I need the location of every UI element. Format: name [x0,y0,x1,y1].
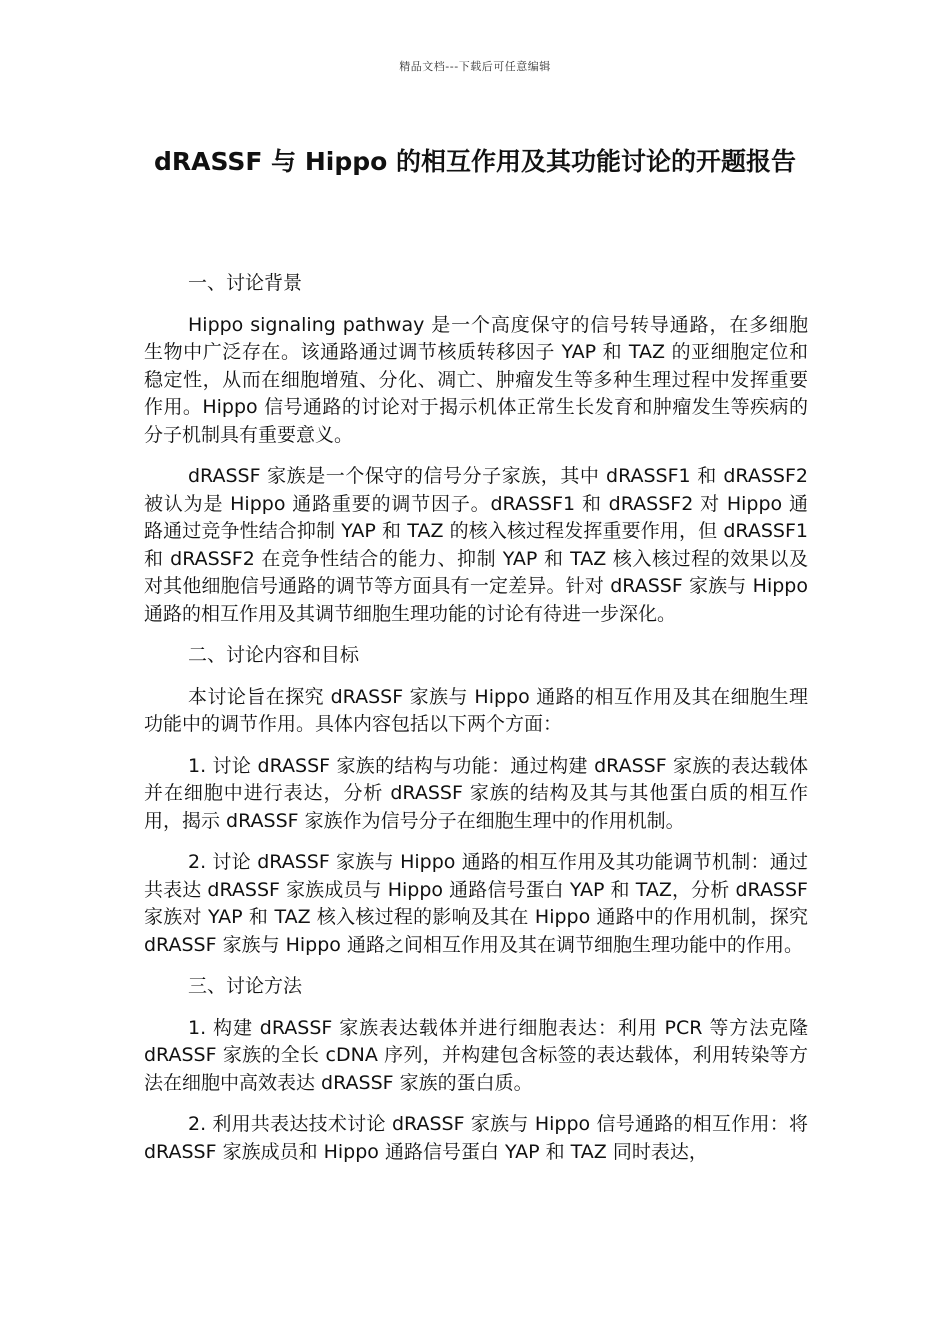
paragraph: 本讨论旨在探究 dRASSF 家族与 Hippo 通路的相互作用及其在细胞生理功能中的调节作用。具体内容包括以下两个方面： [144,685,808,735]
paragraph: 1. 构建 dRASSF 家族表达载体并进行细胞表达：利用 PCR 等方法克隆 dRASSF 家族的全长 cDNA 序列，并构建包含标签的表达载体，利用转染等方法在细胞中高效表达 dRASSF 家族的蛋白质。 [144,1016,808,1094]
section-heading-background: 一、讨论背景 [188,272,303,294]
section-heading-methods: 三、讨论方法 [188,975,303,997]
paragraph: dRASSF 家族是一个保守的信号分子家族，其中 dRASSF1 和 dRASSF2 被认为是 Hippo 通路重要的调节因子。dRASSF1 和 dRASSF2 对 Hippo 通路通过竞争性结合抑制 YAP 和 TAZ 的核入核过程发挥重要作用，但 dRASSF1 和 dRASSF2 在竞争性结合的能力、抑制 YAP 和 TAZ 核入核过程的效果以及对其他细胞信号通路的调节等方面具有一定差异。针对 dRASSF 家族与 Hippo 通路的相互作用及其调节细胞生理功能的讨论有待进一步深化。 [144,465,808,625]
section-heading-content-goals: 二、讨论内容和目标 [188,644,360,666]
paragraph: 2. 讨论 dRASSF 家族与 Hippo 通路的相互作用及其功能调节机制：通过共表达 dRASSF 家族成员与 Hippo 通路信号蛋白 YAP 和 TAZ，分析 dRASSF 家族对 YAP 和 TAZ 核入核过程的影响及其在 Hippo 通路中的作用机制，探究 dRASSF 家族与 Hippo 通路之间相互作用及其在调节细胞生理功能中的作用。 [144,851,808,956]
document-title: dRASSF 与 Hippo 的相互作用及其功能讨论的开题报告 [153,147,797,176]
header-note: 精品文档---下载后可任意编辑 [399,60,551,73]
paragraph: 1. 讨论 dRASSF 家族的结构与功能：通过构建 dRASSF 家族的表达载体并在细胞中进行表达，分析 dRASSF 家族的结构及其与其他蛋白质的相互作用，揭示 dRASSF 家族作为信号分子在细胞生理中的作用机制。 [144,754,808,832]
paragraph: Hippo signaling pathway 是一个高度保守的信号转导通路，在多细胞生物中广泛存在。该通路通过调节核质转移因子 YAP 和 TAZ 的亚细胞定位和稳定性，从而在细胞增殖、分化、凋亡、肿瘤发生等多种生理过程中发挥重要作用。Hippo 信号通路的讨论对于揭示机体正常生长发育和肿瘤发生等疾病的分子机制具有重要意义。 [144,313,808,446]
paragraph: 2. 利用共表达技术讨论 dRASSF 家族与 Hippo 信号通路的相互作用：将 dRASSF 家族成员和 Hippo 通路信号蛋白 YAP 和 TAZ 同时表达， [144,1113,808,1163]
document-body [144,270,808,1180]
